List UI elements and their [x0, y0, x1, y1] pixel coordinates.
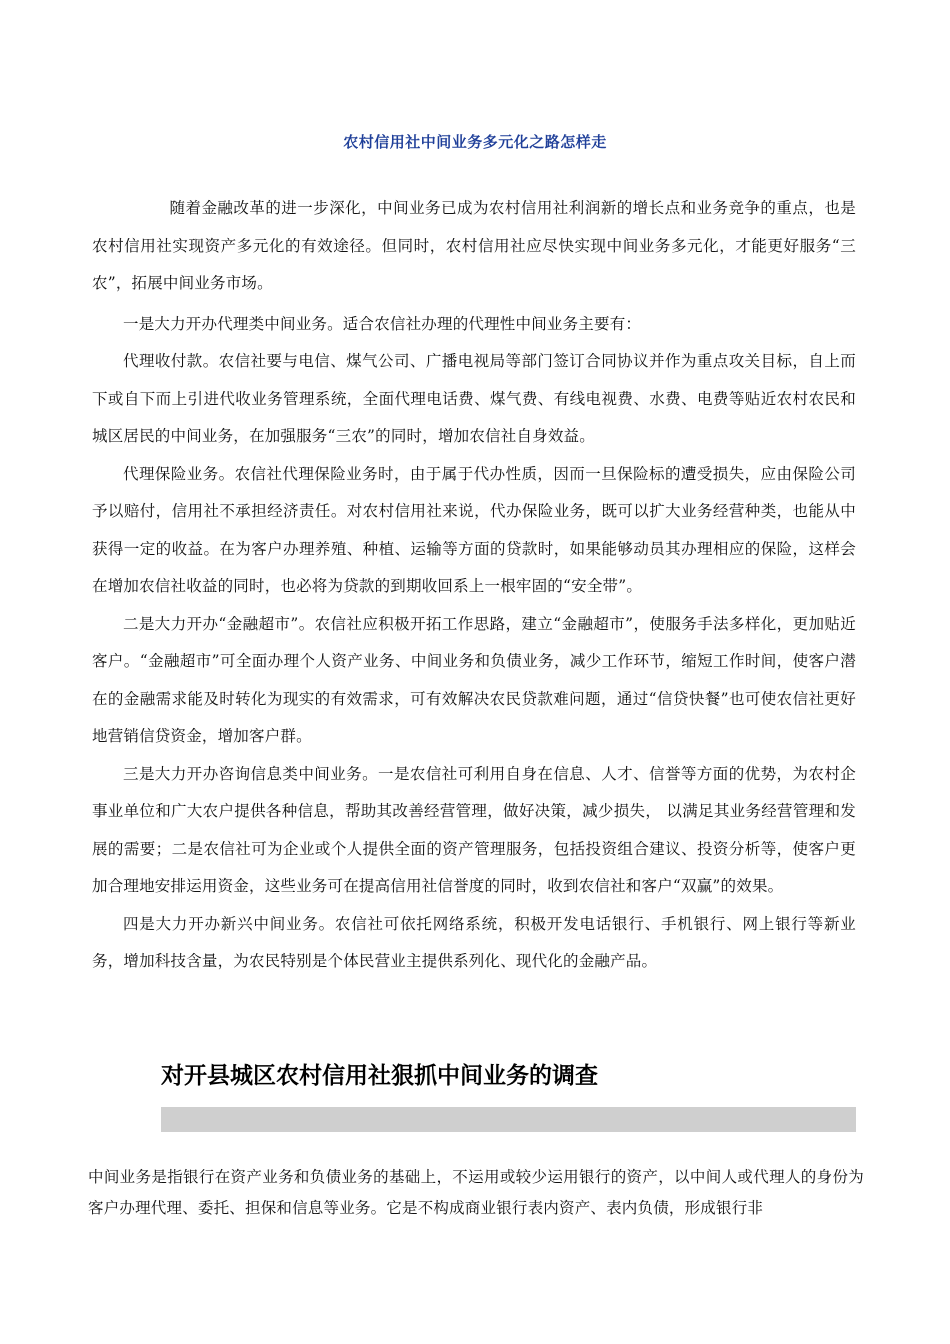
paragraph-insurance-agency: 代理保险业务。农信社代理保险业务时，由于属于代办性质，因而一旦保险标的遭受损失，应由保险公司予以赔付，信用社不承担经济责任。对农村信用社来说，代办保险业务，既可以扩大业务经营种类，也能从中获得一定的收益。在为客户办理养殖、种植、运输等方面的贷款时，如果能够动员其办理相应的保险，这样会在增加农信社收益的同时，也必将为贷款的到期收回系上一根牢固的“安全带”。 — [92, 464, 856, 595]
paragraph-new-business: 四是大力开办新兴中间业务。农信社可依托网络系统，积极开发电话银行、手机银行、网上银行等新业务，增加科技含量，为农民特别是个体民营业主提供系列化、现代化的金融产品。 — [92, 914, 856, 970]
article-body — [92, 190, 856, 981]
article-title: 农村信用社中间业务多元化之路怎样走 — [343, 133, 607, 151]
paragraph-collection-payment: 代理收付款。农信社要与电信、煤气公司、广播电视局等部门签订合同协议并作为重点攻关目标，自上而下或自下而上引进代收业务管理系统，全面代理电话费、煤气费、有线电视费、水费、电费等贴近农村农民和城区居民的中间业务，在加强服务“三农”的同时，增加农信社自身效益。 — [92, 352, 856, 445]
paragraph-consulting: 三是大力开办咨询信息类中间业务。一是农信社可利用自身在信息、人才、信誉等方面的优势，为农村企事业单位和广大农户提供各种信息，帮助其改善经营管理，做好决策，减少损失， 以满足其业务经营管理和发展的需要；二是农信社可为企业或个人提供全面的资产管理服务，包括投资组合建议、投资分析等，使客户更加合理地安排运用资金，这些业务可在提高信用社信誉度的同时，收到农信社和客户“双赢”的效果。 — [92, 764, 856, 895]
section-body — [88, 1162, 864, 1224]
section-heading: 对开县城区农村信用社狠抓中间业务的调查 — [161, 1062, 598, 1089]
paragraph-intro: 随着金融改革的进一步深化，中间业务已成为农村信用社利润新的增长点和业务竞争的重点，也是农村信用社实现资产多元化的有效途径。但同时，农村信用社应尽快实现中间业务多元化，才能更好服务“三农”，拓展中间业务市场。 — [92, 199, 856, 292]
paragraph-financial-supermarket: 二是大力开办“金融超市”。农信社应积极开拓工作思路，建立“金融超市”，使服务手法多样化，更加贴近客户。“金融超市”可全面办理个人资产业务、中间业务和负债业务，减少工作环节，缩短工作时间，使客户潜在的金融需求能及时转化为现实的有效需求，可有效解决农民贷款难问题，通过“信贷快餐”也可使农信社更好地营销信贷资金，增加客户群。 — [92, 614, 856, 745]
heading-divider-bar — [161, 1107, 856, 1132]
paragraph-agency-intro: 一是大力开办代理类中间业务。适合农信社办理的代理性中间业务主要有： — [123, 314, 642, 333]
paragraph-definition: 中间业务是指银行在资产业务和负债业务的基础上，不运用或较少运用银行的资产，以中间人或代理人的身份为客户办理代理、委托、担保和信息等业务。它是不构成商业银行表内资产、表内负债，形成银行非 — [88, 1168, 864, 1217]
